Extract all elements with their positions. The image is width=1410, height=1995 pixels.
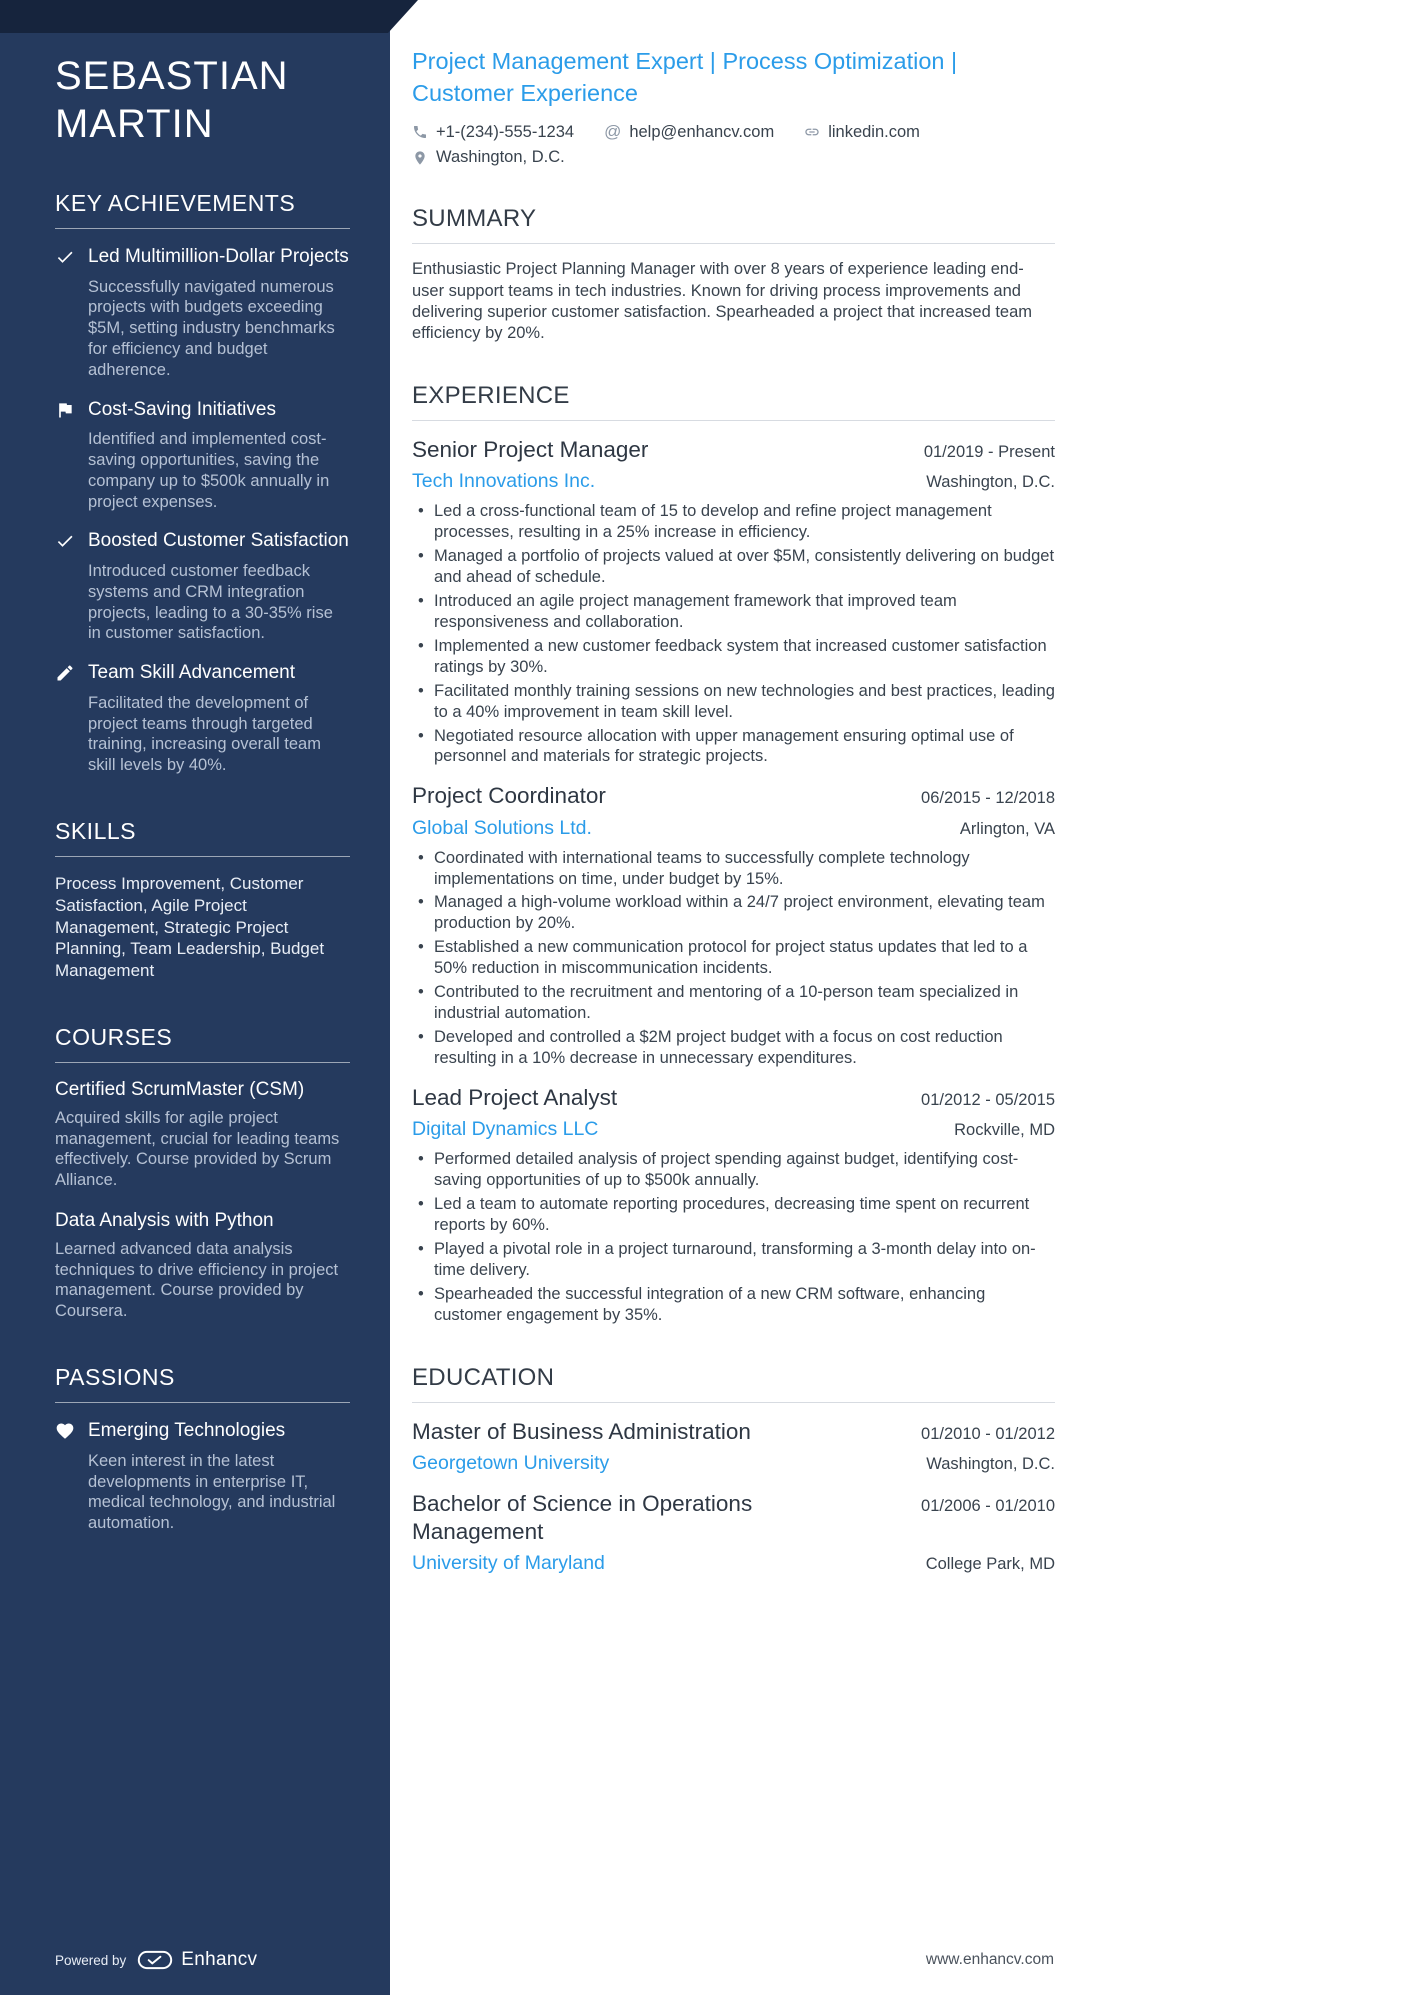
job-bullet: • Introduced an agile project management framework that improved team responsiveness and collaboration. <box>412 591 1055 633</box>
job-dates: 01/2012 - 05/2015 <box>921 1091 1055 1110</box>
passions-section <box>55 1364 350 1534</box>
education-entry <box>412 1418 1055 1475</box>
achievement-title: Boosted Customer Satisfaction <box>88 530 349 552</box>
job-header-row <box>412 1084 1055 1112</box>
courses-section <box>55 1024 350 1322</box>
achievement-body <box>88 529 350 644</box>
course-text: Acquired skills for agile project management, crucial for leading teams effectively. Course provided by Scrum Alliance. <box>55 1108 340 1190</box>
achievement-text: Identified and implemented cost-saving opportunities, saving the company up to $500k annually in project expenses. <box>88 430 330 511</box>
linkedin-url: linkedin.com <box>828 122 920 141</box>
enhancv-logo-icon <box>137 1949 173 1971</box>
education-school-row <box>412 1446 1055 1475</box>
education-header-row <box>412 1418 1055 1446</box>
phone-number: +1-(234)-555-1234 <box>436 122 575 141</box>
education-location: Washington, D.C. <box>926 1454 1055 1473</box>
achievement-item <box>55 245 350 381</box>
candidate-name: SEBASTIAN MARTIN <box>55 54 289 146</box>
education-dates: 01/2010 - 01/2012 <box>921 1424 1055 1443</box>
achievement-body <box>88 245 350 381</box>
job-bullet: • Negotiated resource allocation with upper management ensuring optimal use of personnel and materials for strategic projects. <box>412 726 1055 768</box>
contact-row <box>412 122 1055 142</box>
job-bullet: • Played a pivotal role in a project turnaround, transforming a 3-month delay into on-time delivery. <box>412 1239 1055 1281</box>
job-bullet-list <box>412 1149 1055 1326</box>
job-header-row <box>412 436 1055 464</box>
degree-title: Master of Business Administration <box>412 1418 751 1444</box>
course-title: Data Analysis with Python <box>55 1209 274 1231</box>
education-header-row <box>412 1490 1055 1546</box>
education-dates: 01/2006 - 01/2010 <box>921 1496 1055 1515</box>
job-location: Rockville, MD <box>954 1121 1055 1140</box>
powered-by-label: Powered by <box>55 1952 127 1968</box>
achievement-item <box>55 398 350 513</box>
job-bullet: • Spearheaded the successful integration of a new CRM software, enhancing customer engagement by 35%. <box>412 1284 1055 1326</box>
achievement-text: Facilitated the development of project teams through targeted training, increasing overall team skill levels by 40%. <box>88 693 321 775</box>
job-company-row <box>412 811 1055 840</box>
job-bullet: • Contributed to the recruitment and mentoring of a 10-person team specialized in industrial automation. <box>412 982 1055 1024</box>
degree-title: Bachelor of Science in Operations Management <box>412 1490 753 1545</box>
location-pin-icon <box>412 150 428 166</box>
job-dates: 06/2015 - 12/2018 <box>921 789 1055 808</box>
job-bullet-list <box>412 501 1055 767</box>
job-bullet: • Coordinated with international teams to successfully complete technology implementations on time, under budget by 15%. <box>412 848 1055 890</box>
phone-icon <box>412 124 428 140</box>
check-icon <box>55 529 76 644</box>
skills-heading: SKILLS <box>55 818 350 857</box>
company-name: Tech Innovations Inc. <box>412 470 596 492</box>
job-bullet: • Established a new communication protocol for project status updates that led to a 50% reduction in miscommunication incidents. <box>412 937 1055 979</box>
course-text: Learned advanced data analysis techniques to drive efficiency in project management. Course provided by Coursera. <box>55 1239 339 1321</box>
course-title: Certified ScrumMaster (CSM) <box>55 1078 305 1100</box>
job-bullet: • Led a cross-functional team of 15 to develop and refine project management processes, resulting in a 25% increase in efficiency. <box>412 501 1055 543</box>
job-dates: 01/2019 - Present <box>923 442 1055 461</box>
education-school-row <box>412 1546 1055 1575</box>
job-bullet: • Performed detailed analysis of project spending against budget, identifying cost-saving opportunities of up to $500k annually. <box>412 1149 1055 1191</box>
passion-item <box>55 1419 350 1534</box>
resume-headline: Project Management Expert | Process Optimization | Customer Experience <box>412 48 958 106</box>
location-contact <box>412 148 565 167</box>
job-company-row <box>412 1112 1055 1141</box>
linkedin-contact[interactable] <box>804 122 920 142</box>
heart-icon <box>55 1419 76 1534</box>
achievement-body <box>88 398 350 513</box>
main-content <box>412 0 1055 1590</box>
check-icon <box>55 245 76 381</box>
company-name: Digital Dynamics LLC <box>412 1118 599 1141</box>
achievement-item <box>55 661 350 776</box>
achievement-title: Cost-Saving Initiatives <box>88 398 276 420</box>
job-bullet: • Managed a high-volume workload within a 24/7 project environment, elevating team production by 20%. <box>412 892 1055 934</box>
achievement-text: Introduced customer feedback systems and CRM integration projects, leading to a 30-35% rise in customer satisfaction. <box>88 562 333 643</box>
location-text: Washington, D.C. <box>436 148 565 167</box>
course-item <box>55 1079 350 1191</box>
contact-row <box>412 148 1055 167</box>
top-accent-strip <box>0 0 418 33</box>
skills-list: Process Improvement, Customer Satisfaction, Agile Project Management, Strategic Project Planning, Team Leadership, Budget Management <box>55 874 325 981</box>
achievement-item <box>55 529 350 644</box>
job-bullet: • Implemented a new customer feedback system that increased customer satisfaction ratings by 30%. <box>412 636 1055 678</box>
enhancv-logo[interactable] <box>137 1949 257 1971</box>
education-heading: EDUCATION <box>412 1364 1055 1403</box>
passion-body <box>88 1419 350 1534</box>
link-icon <box>804 124 820 140</box>
summary-text: Enthusiastic Project Planning Manager with over 8 years of experience leading end-user support teams in tech industries. Known for driving process improvements and delivering superior customer satisfaction. Spearheaded a project that increased team efficiency by 20%. <box>412 260 1033 342</box>
school-name: University of Maryland <box>412 1552 605 1575</box>
job-bullet-list <box>412 848 1055 1070</box>
job-bullet: • Facilitated monthly training sessions on new technologies and best practices, leading to a 40% improvement in team skill level. <box>412 681 1055 723</box>
achievement-title: Led Multimillion-Dollar Projects <box>88 246 349 267</box>
enhancv-wordmark: Enhancv <box>181 1949 258 1970</box>
passion-title: Emerging Technologies <box>88 1420 286 1442</box>
course-item <box>55 1210 350 1322</box>
job-location: Arlington, VA <box>959 819 1055 838</box>
courses-heading: COURSES <box>55 1024 350 1063</box>
passion-text: Keen interest in the latest developments in enterprise IT, medical technology, and industrial automation. <box>88 1451 336 1533</box>
job-bullet: • Developed and controlled a $2M project budget with a focus on cost reduction resulting in a 10% decrease in unnecessary expenditures. <box>412 1027 1055 1069</box>
job-title: Project Coordinator <box>412 783 606 809</box>
enhancv-site-link[interactable]: www.enhancv.com <box>925 1951 1054 1968</box>
contact-info <box>412 122 1055 167</box>
company-name: Global Solutions Ltd. <box>412 816 592 839</box>
education-entry <box>412 1490 1055 1575</box>
job-bullet: • Led a team to automate reporting procedures, decreasing time spent on recurrent reports by 60%. <box>412 1194 1055 1236</box>
flag-icon <box>55 398 76 513</box>
skills-section <box>55 818 350 982</box>
at-icon: @ <box>604 122 622 142</box>
achievement-body <box>88 661 350 776</box>
job-location: Washington, D.C. <box>926 473 1055 491</box>
job-entry <box>412 1084 1055 1326</box>
experience-heading: EXPERIENCE <box>412 382 1055 421</box>
job-title: Lead Project Analyst <box>412 1085 618 1111</box>
phone-contact <box>412 122 574 142</box>
key-achievements-heading: KEY ACHIEVEMENTS <box>55 190 350 229</box>
passions-heading: PASSIONS <box>55 1364 350 1403</box>
sidebar-footer <box>55 1949 257 1971</box>
email-contact[interactable] <box>604 122 774 142</box>
sidebar <box>0 0 390 1995</box>
job-entry <box>412 436 1055 768</box>
education-location: College Park, MD <box>925 1555 1055 1574</box>
school-name: Georgetown University <box>412 1451 610 1474</box>
email-address: help@enhancv.com <box>629 122 775 141</box>
job-entry <box>412 782 1055 1069</box>
key-achievements-section <box>55 190 350 776</box>
achievement-title: Team Skill Advancement <box>88 662 295 684</box>
job-header-row <box>412 782 1055 810</box>
job-title: Senior Project Manager <box>412 436 649 462</box>
job-bullet: • Managed a portfolio of projects valued at over $5M, consistently delivering on budget and ahead of schedule. <box>412 546 1055 588</box>
job-company-row <box>412 464 1055 493</box>
summary-heading: SUMMARY <box>412 205 1055 244</box>
pencil-icon <box>55 661 76 776</box>
achievement-text: Successfully navigated numerous projects with budgets exceeding $5M, setting industry benchmarks for efficiency and budget adherence. <box>88 277 335 379</box>
